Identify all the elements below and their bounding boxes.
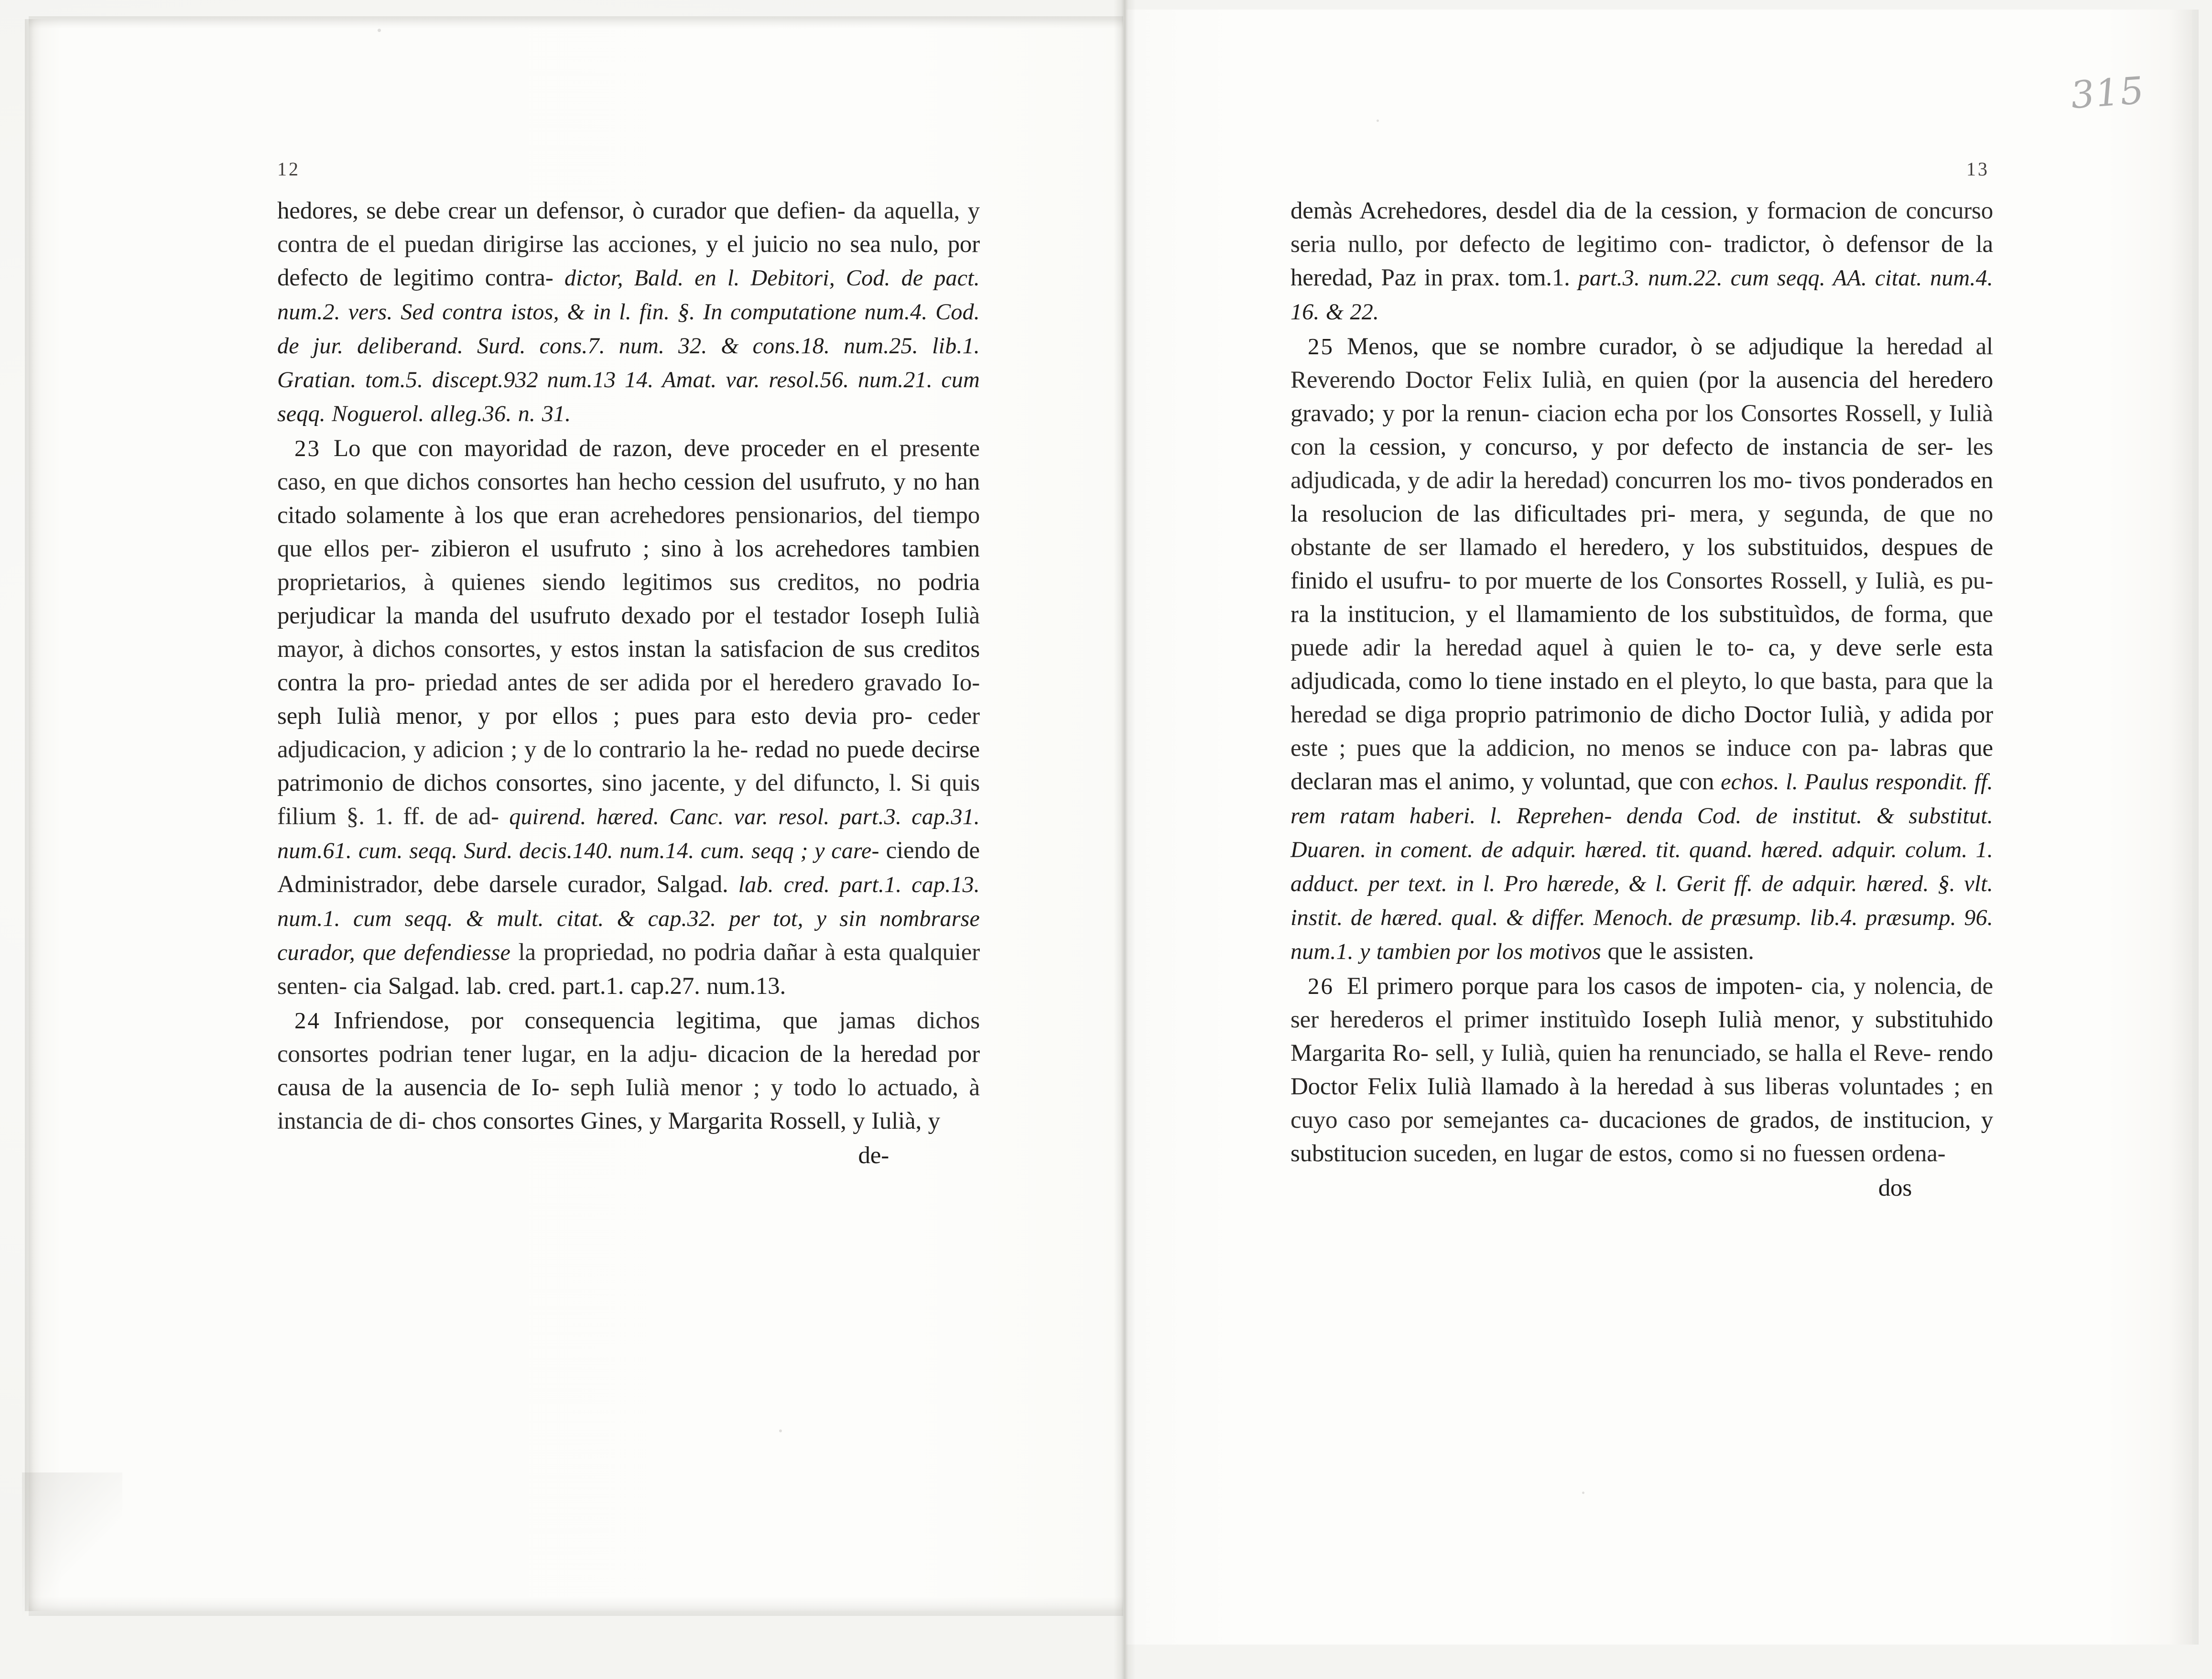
paragraph-number: 26 — [1308, 973, 1334, 999]
right-page-edge — [2170, 10, 2199, 1645]
left-page-top-edge — [29, 16, 1123, 29]
line: Infriendose, por consequencia legitima, que — [334, 1007, 818, 1034]
citation-line: lib.4. præsump. 96. num.1. y tambien por los motivos — [1290, 905, 1993, 964]
left-page-bottom-edge — [29, 1597, 1123, 1616]
paragraph — [1290, 330, 1993, 969]
paper-speck — [1582, 1492, 1584, 1494]
line: cession del usufruto, y no han citado solamente à los que — [277, 469, 980, 529]
paper-speck — [1377, 120, 1379, 122]
line: les adjudicada, y de adir la heredad) concurren los mo- — [1290, 434, 1993, 494]
citation-line: per text. in l. Pro hærede, & l. Gerit ff. de adquir. hæred. — [1368, 871, 1929, 896]
left-page-edge — [25, 19, 41, 1611]
line: ciacion echa por los Consortes Rossell, y Iulià con la — [1290, 400, 1993, 460]
line: este ; pues que la addicion, no menos se induce con pa- — [1290, 735, 1879, 762]
line: heredero, y los substituidos, despues de finido el usufru- — [1290, 534, 1994, 594]
line: chos consortes Gines, y Margarita Rossell, y Iulià, y — [432, 1108, 940, 1134]
line: cia Salgad. lab. cred. part.1. cap.27. num.13. — [353, 973, 786, 1000]
line: tradictor, ò defensor de la heredad, Paz in prax. tom.1. — [1290, 231, 1993, 291]
line: Ioseph Iulià menor, y substituhido Margarita Ro- — [1290, 1006, 1993, 1067]
line: sino jacente, y del difuncto, l. Si quis filium §. 1. ff. de ad- — [277, 770, 980, 830]
line: de forma, que puede adir la heredad aquel à quien le to- — [1290, 601, 1993, 661]
citation-line: 31. — [542, 401, 571, 426]
left-page-text-column — [277, 158, 980, 1173]
line: rendo Doctor Felix Iulià llamado à la heredad à sus — [1290, 1040, 1993, 1100]
paragraph-number: 23 — [294, 435, 321, 461]
line: ducaciones de grados, de institucion, y substitucion — [1290, 1107, 1993, 1167]
line: proprietarios, à quienes siendo legitimos sus creditos, — [277, 569, 860, 596]
line: ciendo de Administrador, debe darsele curador, Salgad. — [277, 837, 980, 898]
left-page-catchword: de- — [858, 1142, 889, 1169]
right-page-catchword: dos — [1878, 1175, 1912, 1201]
line: El primero porque para los casos de impoten- — [1347, 973, 1803, 1000]
paragraph-number: 24 — [294, 1007, 321, 1034]
paper-speck — [779, 1429, 782, 1432]
line: sell, y Iulià, quien ha renunciado, se halla el Reve- — [1435, 1040, 1931, 1067]
right-page-body — [1290, 194, 1993, 1206]
line: to por muerte de los Consortes Rossell, y Iulià, es pu- — [1458, 567, 1994, 594]
book-gutter — [1114, 0, 1136, 1679]
citation-line: denda Cod. de institut. & substitut. Duaren. in coment. de — [1290, 803, 1993, 862]
line: que le assisten. — [1607, 938, 1754, 965]
paragraph-number: 25 — [1308, 333, 1334, 360]
line: la propriedad, no podria dañar à esta qualquier senten- — [277, 939, 980, 1000]
handwritten-archival-number: 315 — [2069, 69, 2147, 118]
line: redad no puede decirse patrimonio de dichos consortes, — [277, 736, 980, 796]
line: en el pleyto, lo que basta, para que la heredad se diga — [1290, 668, 1993, 728]
line: estos instan la satisfacion de sus creditos contra la pro- — [277, 636, 980, 696]
line: el testador Ioseph Iulià mayor, à dichos consortes, y — [277, 602, 980, 663]
line: dicacion de la heredad por causa de la ausencia de Io- — [277, 1041, 980, 1101]
citation-line: §. vlt. instit. de hæred. qual. & differ. Menoch. de præsump. — [1290, 871, 1993, 930]
line: priedad antes de ser adida por el heredero gravado Io- — [425, 669, 980, 696]
paragraph — [277, 432, 980, 1003]
line: labras que declaran mas el animo, y voluntad, que con — [1290, 735, 1993, 795]
citation-line: adquir. hæred. tit. quand. hæred. adquir. colum. 1. adduct. — [1290, 837, 1993, 896]
line: ra la institucion, y el llamamiento de los substituìdos, — [1290, 601, 1841, 628]
paragraph — [1290, 194, 1993, 329]
line: seph Iulià menor ; y todo lo actuado, à instancia de di- — [277, 1074, 980, 1134]
paragraph — [1290, 970, 1993, 1170]
line: proprio patrimonio de dicho Doctor Iulià, y adida por — [1455, 701, 1993, 728]
line: eran acrehedores pensionarios, del tiempo que ellos per- — [277, 502, 980, 562]
citation-line: lib.1. Gratian. tom.5. discept.932 num.13 14. Amat. — [277, 333, 980, 392]
line: Menos, que se nombre curador, ò se adjudique — [1347, 333, 1843, 360]
line: en el presente caso, en que dichos consortes han hecho — [277, 435, 980, 495]
line: jamas dichos consortes podrian tener lugar, en la adju- — [277, 1007, 980, 1068]
citation-line: part.3. num.22. cum seqq. AA. citat. num.4. 16. & 22. — [1290, 265, 1993, 325]
citation-line: var. resol.56. num.21. cum seqq. Noguerol. alleg.36. n. — [277, 367, 980, 426]
line: demàs Acrehedores, desdel dia de la cession, y formacion — [1290, 197, 1866, 224]
citation-line: lab. cred. part.1. cap.13. num.1. cum seqq. & mult. citat. & — [277, 872, 980, 931]
line: tivos ponderados en la resolucion de las dificultades pri- — [1290, 467, 1993, 527]
line: suceden, en lugar de estos, como si no fuessen ordena- — [1413, 1140, 1946, 1167]
line: no podria perjudicar la manda del usufruto dexado por — [277, 569, 980, 629]
line: Lo que con mayoridad de razon, deve proceder — [334, 435, 825, 462]
line: zibieron el usufruto ; sino à los acrehedores tambien — [431, 535, 980, 562]
paper-speck — [378, 29, 381, 32]
right-page-folio-number: 13 — [1966, 158, 1989, 180]
line: cia, y nolencia, de ser herederos el primer instituìdo — [1290, 973, 1993, 1033]
citation-line: cap.32. per tot, y sin nombrarse curador, que defendiesse — [277, 906, 980, 965]
right-page-text-column — [1290, 158, 1993, 1206]
line: (por la ausencia del heredero gravado; y por la renun- — [1290, 367, 1993, 427]
line: seph Iulià menor, y por ellos ; pues para esto devia pro- — [277, 703, 912, 730]
line: mera, y segunda, de que no obstante de ser llamado el — [1290, 501, 1993, 561]
line: cession, y concurso, y por defecto de instancia de ser- — [1369, 434, 1953, 460]
line: y el juicio no sea nulo, por defecto de legitimo contra- — [277, 231, 980, 291]
paragraph — [277, 1004, 980, 1138]
citation-line: jur. deliberand. Surd. cons.7. num. 32. & cons.18. num.25. — [313, 333, 919, 359]
line: ca, y deve serle esta adjudicada, como lo tiene instado — [1290, 634, 1993, 695]
citation-line: quirend. hæred. Canc. var. resol. part.3. cap.31. num.61. — [277, 804, 980, 863]
left-page-body — [277, 194, 980, 1173]
citation-line: echos. l. Paulus respondit. ff. rem ratam haberi. l. Reprehen- — [1290, 769, 1993, 829]
paragraph — [277, 194, 980, 431]
citation-line: contra istos, & in l. fin. §. In computatione num.4. Cod. de — [277, 299, 980, 359]
citation-line: cum. seqq. Surd. decis.140. num.14. cum. seqq ; y care- — [358, 838, 879, 863]
line: hedores, se debe crear un defensor, ò curador que defien- — [277, 197, 846, 224]
citation-line: dictor, Bald. en l. Debitori, Cod. de pact. num.2. vers. Sed — [277, 265, 980, 325]
line: da aquella, y contra de el puedan dirigirse las acciones, — [277, 197, 980, 258]
left-page-folio-number: 12 — [277, 158, 300, 180]
line: ceder adjudicacion, y adicion ; y de lo contrario la he- — [277, 703, 980, 763]
line: liberas voluntades ; en cuyo caso por semejantes ca- — [1290, 1073, 1993, 1134]
line: de concurso seria nullo, por defecto de legitimo con- — [1290, 197, 1993, 258]
line: la heredad al Reverendo Doctor Felix Iulià, en quien — [1290, 333, 1994, 393]
